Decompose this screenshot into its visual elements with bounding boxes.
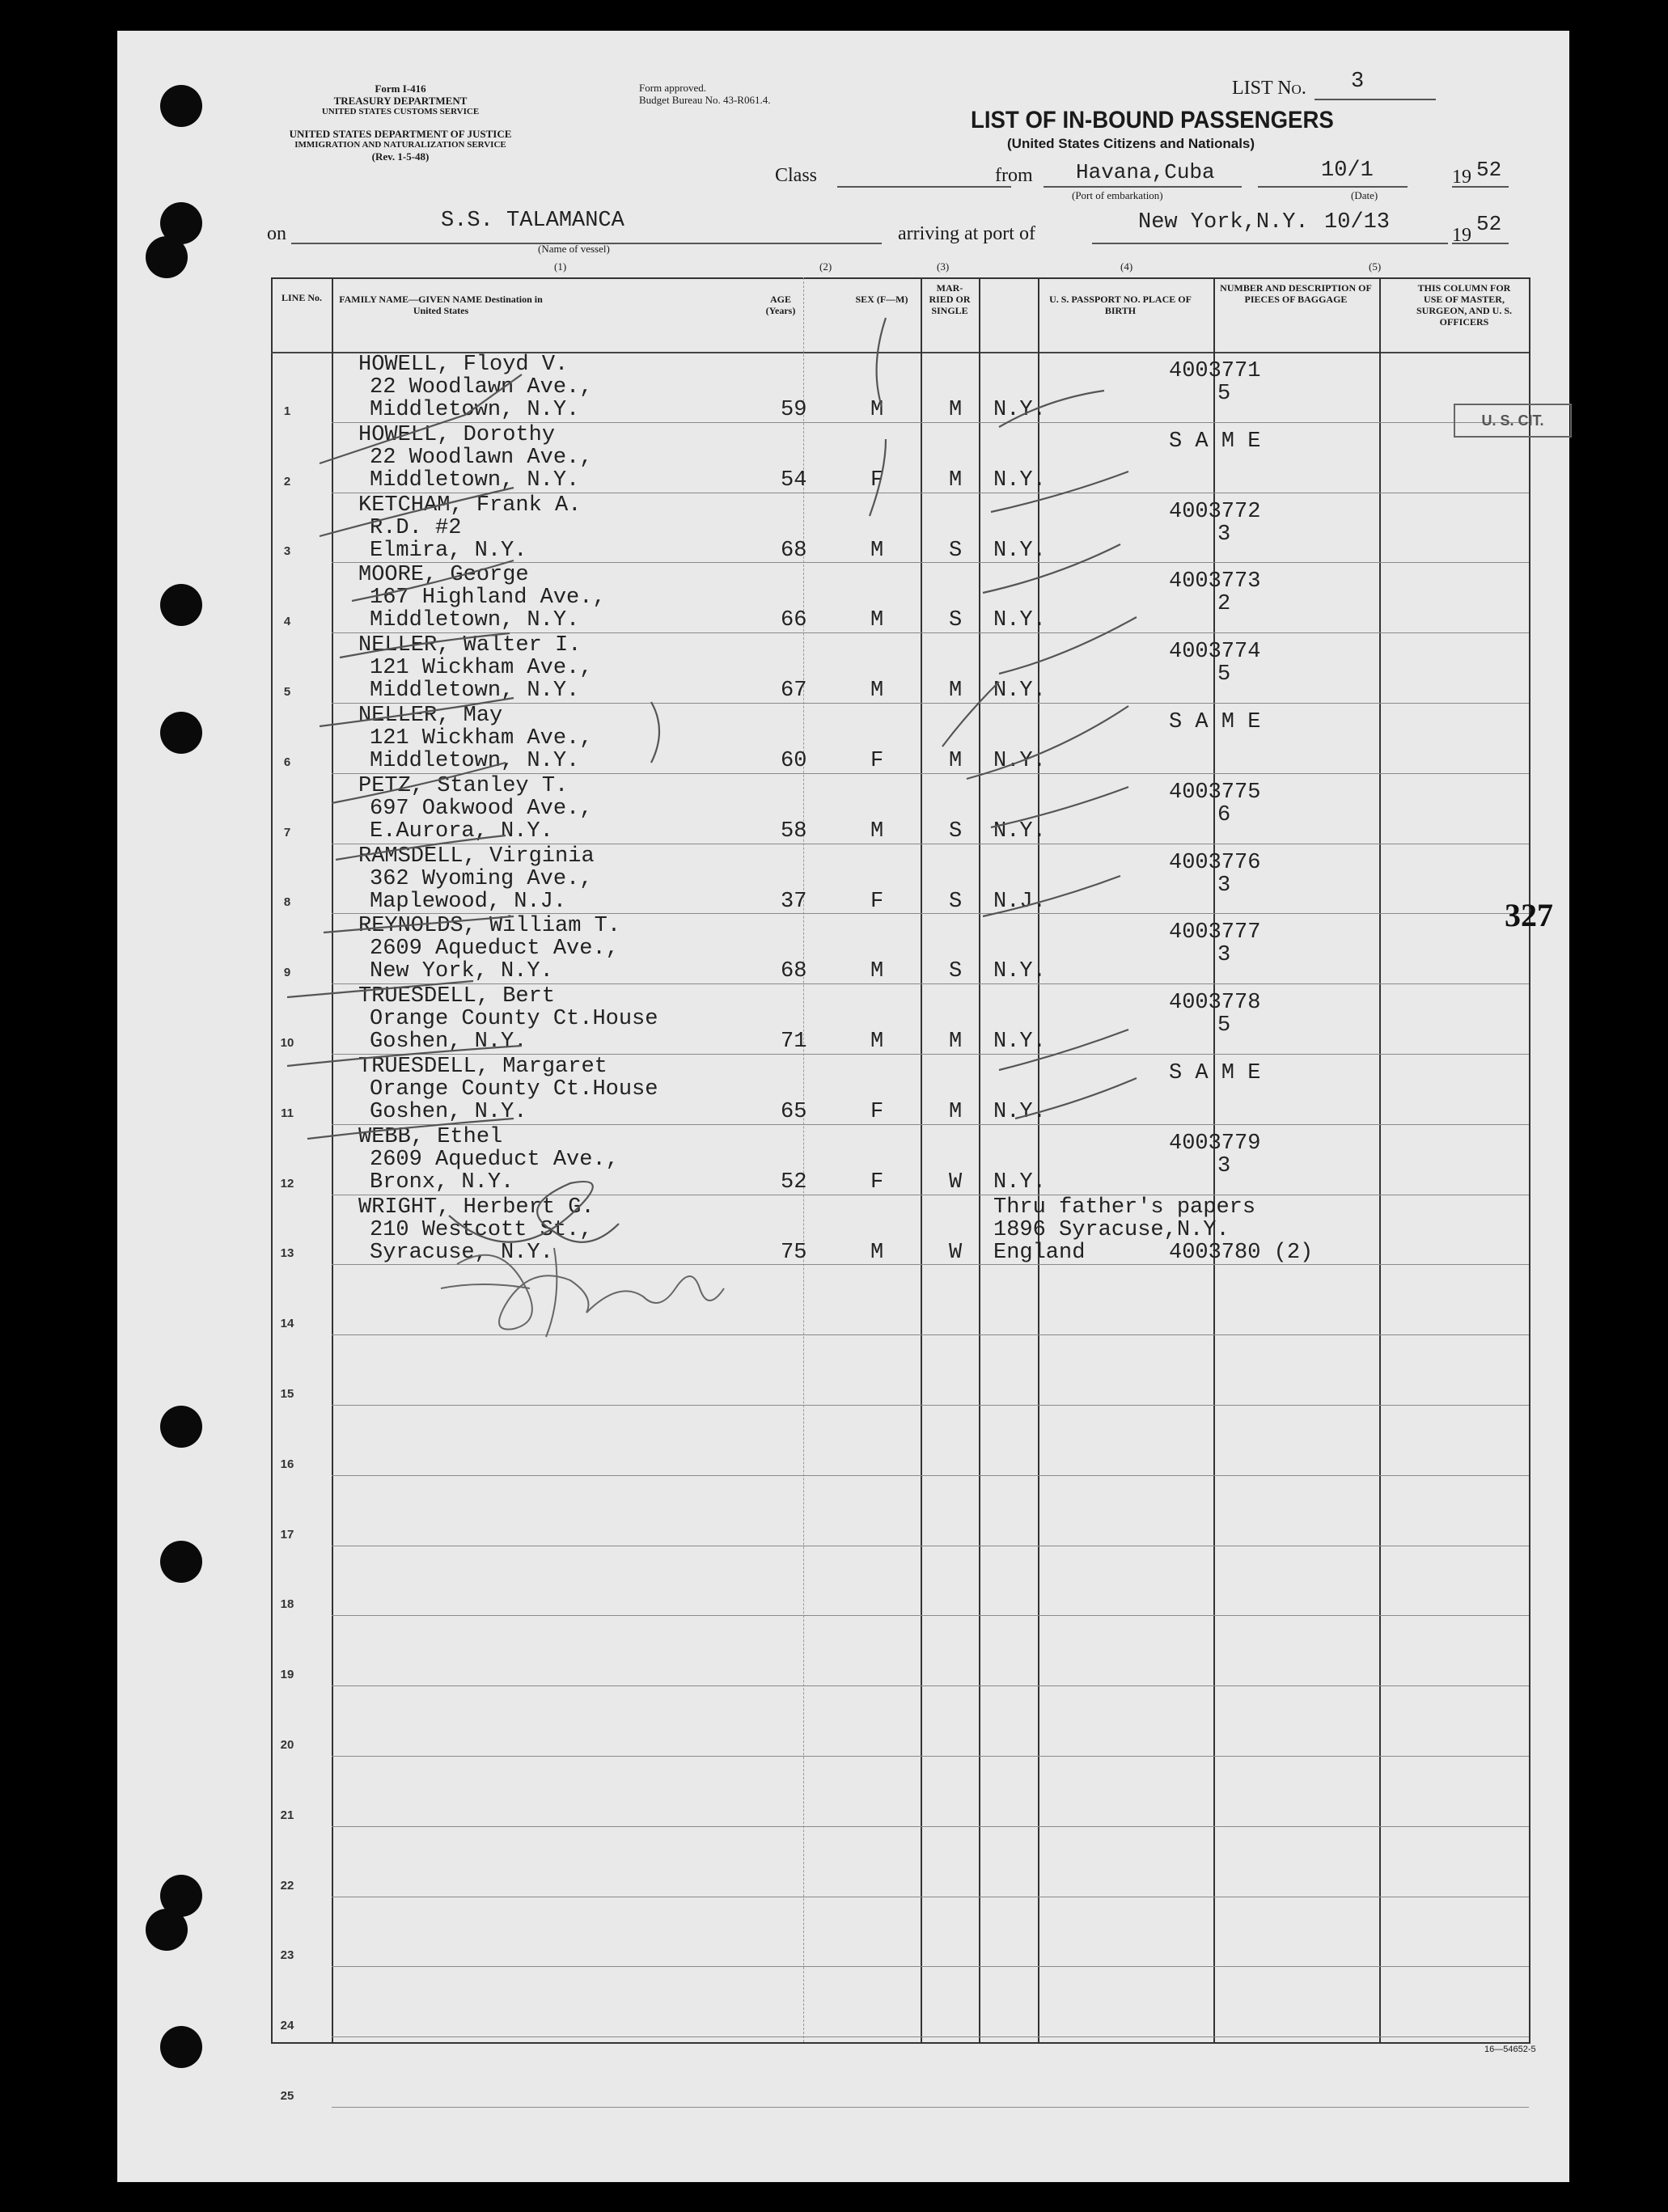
embark-port-caption: (Port of embarkation) — [1072, 189, 1163, 201]
passenger-age: 75 — [781, 1240, 807, 1265]
passenger-marital: S — [949, 608, 963, 633]
passenger-baggage: 4003773 — [1169, 569, 1261, 594]
passenger-sex: F — [870, 1100, 884, 1124]
line-number: 19 — [280, 1668, 294, 1682]
class-label: Class — [775, 165, 818, 186]
handwritten-marks — [271, 277, 1529, 1248]
passenger-name: REYNOLDS, William T. — [358, 914, 621, 939]
passenger-birthplace: England — [993, 1240, 1086, 1265]
arrival-date: 10/13 — [1324, 210, 1391, 235]
passenger-baggage-count: 5 — [1217, 1013, 1231, 1038]
line-number: 11 — [281, 1106, 294, 1120]
passenger-address: 22 Woodlawn Ave., — [370, 375, 593, 400]
passenger-sex: F — [870, 1169, 884, 1195]
ins-label: IMMIGRATION AND NATURALIZATION SERVICE — [294, 140, 506, 150]
passenger-address: R.D. #2 — [370, 515, 462, 540]
line-number: 4 — [283, 615, 291, 629]
passenger-age: 58 — [781, 818, 807, 844]
passenger-baggage: S A M E — [1169, 710, 1261, 734]
passenger-baggage: 4003779 — [1169, 1131, 1261, 1156]
passenger-address: 121 Wickham Ave., — [370, 726, 593, 751]
passenger-address: 210 Westcott St., — [370, 1217, 593, 1242]
line-number: 14 — [280, 1317, 294, 1331]
arrival-year-prefix: 19 — [1452, 225, 1471, 246]
passenger-sex: M — [870, 959, 884, 984]
col-num-1: (1) — [554, 260, 567, 273]
header-officers: THIS COLUMN FOR USE OF MASTER, SURGEON, AND U. S. OFFICERS — [1416, 282, 1513, 328]
line-number: 6 — [283, 755, 291, 769]
passenger-address: 362 Wyoming Ave., — [370, 866, 593, 891]
page-title: LIST OF IN-BOUND PASSENGERS — [971, 107, 1334, 133]
passenger-address: Orange County Ct.House — [370, 1007, 658, 1032]
passenger-baggage: 4003772 — [1169, 499, 1261, 524]
passenger-age: 68 — [781, 538, 807, 563]
passenger-marital: M — [949, 749, 963, 773]
rev-label: (Rev. 1-5-48) — [371, 150, 430, 163]
passenger-marital: S — [949, 959, 963, 984]
passenger-address: Orange County Ct.House — [370, 1077, 658, 1102]
passenger-age: 37 — [781, 889, 807, 914]
line-number: 12 — [280, 1176, 294, 1191]
passenger-marital: S — [949, 889, 963, 914]
passenger-name: HOWELL, Dorothy — [358, 422, 556, 447]
line-number: 13 — [280, 1246, 294, 1261]
passenger-birthplace: N.Y. — [993, 1100, 1046, 1124]
passenger-birthplace: N.Y. — [993, 1169, 1046, 1195]
passenger-city: Middletown, N.Y. — [370, 679, 580, 704]
passenger-birthplace: N.Y. — [993, 818, 1046, 844]
embark-port-value: Havana,Cuba — [1076, 160, 1215, 184]
row-rule — [332, 1685, 1529, 1686]
passenger-sex: M — [870, 679, 884, 704]
line-number: 23 — [280, 1948, 294, 1963]
passenger-baggage: S A M E — [1169, 429, 1261, 454]
passenger-age: 54 — [781, 467, 807, 493]
header-line: LINE No. — [281, 292, 322, 303]
passenger-name: NELLER, May — [358, 704, 503, 728]
passenger-city: New York, N.Y. — [370, 959, 553, 984]
passenger-marital: S — [949, 818, 963, 844]
list-no-value: 3 — [1351, 70, 1365, 94]
passenger-city: Syracuse, N.Y. — [370, 1240, 553, 1265]
vessel-caption: (Name of vessel) — [538, 243, 610, 255]
passenger-city: Bronx, N.Y. — [370, 1169, 514, 1195]
signature-scrawl — [433, 1232, 773, 1345]
line-number: 16 — [280, 1457, 294, 1471]
passenger-city: Elmira, N.Y. — [370, 538, 527, 563]
binder-hole — [160, 2026, 202, 2068]
line-number: 8 — [283, 895, 291, 910]
passenger-name: KETCHAM, Frank A. — [358, 493, 582, 518]
row-rule — [332, 1756, 1529, 1757]
binder-hole — [146, 236, 188, 278]
passenger-sex: M — [870, 608, 884, 633]
passenger-marital: W — [949, 1169, 963, 1195]
manifest-page — [117, 31, 1569, 2182]
passenger-birthplace: N.Y. — [993, 679, 1046, 704]
customs-label: UNITED STATES CUSTOMS SERVICE — [321, 107, 480, 116]
passenger-age: 65 — [781, 1100, 807, 1124]
on-label: on — [267, 223, 286, 244]
passenger-marital: M — [949, 1030, 963, 1055]
passenger-marital: M — [949, 1100, 963, 1124]
stamp-number: 327 — [1505, 897, 1553, 933]
passenger-birthplace: N.Y. — [993, 959, 1046, 984]
passenger-marital: S — [949, 538, 963, 563]
passenger-city: Middletown, N.Y. — [370, 467, 580, 493]
line-number: 5 — [283, 685, 291, 699]
binder-hole — [160, 1541, 202, 1583]
passenger-birthplace: N.J. — [993, 889, 1046, 914]
header-baggage: NUMBER AND DESCRIPTION OF PIECES OF BAGGAGE — [1220, 282, 1372, 305]
binder-hole — [160, 85, 202, 127]
header-passport: U. S. PASSPORT NO. PLACE OF BIRTH — [1049, 294, 1192, 316]
passenger-name: WRIGHT, Herbert G. — [358, 1195, 595, 1220]
passenger-birthplace: N.Y. — [993, 398, 1046, 422]
line-number: 2 — [283, 474, 291, 489]
row-rule — [332, 1966, 1529, 1967]
passenger-name: TRUESDELL, Bert — [358, 984, 556, 1009]
passenger-city: Middletown, N.Y. — [370, 749, 580, 773]
line-number: 7 — [283, 825, 291, 840]
us-citizen-stamp: U. S. CIT. — [1454, 404, 1572, 438]
treasury-label: TREASURY DEPARTMENT — [333, 95, 468, 107]
passenger-sex: M — [870, 538, 884, 563]
passenger-sex: F — [870, 749, 884, 773]
header-name: FAMILY NAME—GIVEN NAME Destination in United States — [339, 294, 543, 316]
arrival-port: New York,N.Y. — [1138, 210, 1309, 235]
passenger-birthplace: N.Y. — [993, 467, 1046, 493]
passenger-city: Middletown, N.Y. — [370, 398, 580, 422]
passenger-baggage: 4003780 (2) — [1169, 1240, 1314, 1265]
footer-code: 16—54652-5 — [1484, 2045, 1536, 2054]
binder-hole — [146, 1909, 188, 1951]
passenger-name: RAMSDELL, Virginia — [358, 844, 595, 869]
row-rule — [332, 2107, 1529, 2108]
passenger-sex: M — [870, 398, 884, 422]
passenger-passport-note: 1896 Syracuse,N.Y. — [993, 1217, 1230, 1242]
passenger-age: 71 — [781, 1030, 807, 1055]
arriving-label: arriving at port of — [898, 223, 1035, 244]
line-number: 22 — [280, 1878, 294, 1893]
passenger-address: 22 Woodlawn Ave., — [370, 445, 593, 470]
justice-label: UNITED STATES DEPARTMENT OF JUSTICE — [289, 128, 512, 140]
passenger-name: NELLER, Walter I. — [358, 633, 582, 658]
passenger-name: PETZ, Stanley T. — [358, 773, 569, 798]
passenger-city: E.Aurora, N.Y. — [370, 818, 553, 844]
embark-year-prefix: 19 — [1452, 167, 1471, 188]
passenger-address: 167 Highland Ave., — [370, 586, 606, 611]
embark-year: 52 — [1476, 158, 1502, 182]
passenger-city: Middletown, N.Y. — [370, 608, 580, 633]
passenger-address: 2609 Aqueduct Ave., — [370, 937, 619, 962]
header-age: AGE (Years) — [765, 294, 796, 316]
line-number: 10 — [280, 1036, 294, 1050]
col-num-3: (3) — [937, 260, 950, 273]
passenger-baggage-count: 3 — [1217, 943, 1231, 968]
passenger-baggage: 4003778 — [1169, 991, 1261, 1016]
passenger-marital: M — [949, 467, 963, 493]
passenger-marital: M — [949, 398, 963, 422]
line-number: 20 — [280, 1738, 294, 1752]
passenger-marital: W — [949, 1240, 963, 1265]
row-rule — [332, 1826, 1529, 1827]
passenger-name: WEBB, Ethel — [358, 1124, 503, 1149]
from-label: from — [995, 165, 1033, 186]
passenger-baggage: 4003777 — [1169, 920, 1261, 945]
row-rule — [332, 2036, 1529, 2037]
passenger-sex: M — [870, 1030, 884, 1055]
passenger-age: 52 — [781, 1169, 807, 1195]
arrival-year: 52 — [1476, 212, 1502, 236]
binder-hole — [160, 1406, 202, 1448]
passenger-sex: M — [870, 818, 884, 844]
passenger-birthplace: N.Y. — [993, 538, 1046, 563]
passenger-baggage-count: 5 — [1217, 662, 1231, 687]
passenger-city: Goshen, N.Y. — [370, 1030, 527, 1055]
row-rule — [332, 1615, 1529, 1616]
passenger-sex: F — [870, 889, 884, 914]
passenger-age: 60 — [781, 749, 807, 773]
col-num-2: (2) — [819, 260, 832, 273]
passenger-address: 121 Wickham Ave., — [370, 656, 593, 681]
binder-hole — [160, 712, 202, 754]
line-number: 3 — [283, 544, 291, 559]
header-married: MAR- RIED OR SINGLE — [929, 282, 971, 316]
embark-date-caption: (Date) — [1351, 189, 1378, 201]
line-number: 18 — [280, 1597, 294, 1612]
passenger-baggage: 4003775 — [1169, 780, 1261, 805]
passenger-baggage-count: 3 — [1217, 522, 1231, 547]
row-rule — [332, 1475, 1529, 1476]
header-sex: SEX (F—M) — [855, 294, 908, 305]
passenger-birthplace: N.Y. — [993, 1030, 1046, 1055]
vessel-name: S.S. TALAMANCA — [441, 209, 624, 233]
col-num-4: (4) — [1120, 260, 1133, 273]
passenger-sex: F — [870, 467, 884, 493]
page-subtitle: (United States Citizens and Nationals) — [1007, 136, 1255, 151]
line-number: 15 — [280, 1387, 294, 1401]
list-no-label: LIST No. — [1232, 78, 1306, 99]
passenger-baggage: 4003774 — [1169, 640, 1261, 665]
passenger-address: 697 Oakwood Ave., — [370, 796, 593, 821]
form-number: Form I-416 — [375, 82, 426, 95]
row-rule — [332, 1405, 1529, 1406]
form-approved: Form approved. — [639, 82, 707, 94]
passenger-baggage-count: 3 — [1217, 1153, 1231, 1178]
passenger-name: MOORE, George — [358, 563, 529, 588]
passenger-city: Maplewood, N.J. — [370, 889, 567, 914]
passenger-baggage-count: 6 — [1217, 802, 1231, 827]
passenger-birthplace: N.Y. — [993, 608, 1046, 633]
line-number: 24 — [280, 2019, 294, 2033]
passenger-city: Goshen, N.Y. — [370, 1100, 527, 1124]
line-number: 1 — [283, 404, 291, 418]
budget-bureau: Budget Bureau No. 43-R061.4. — [639, 94, 771, 106]
passenger-passport-note: Thru father's papers — [993, 1195, 1256, 1220]
line-number: 9 — [283, 966, 291, 980]
passenger-age: 66 — [781, 608, 807, 633]
embark-date-value: 10/1 — [1321, 159, 1374, 183]
passenger-baggage-count: 2 — [1217, 592, 1231, 617]
passenger-baggage-count: 5 — [1217, 382, 1231, 406]
passenger-address: 2609 Aqueduct Ave., — [370, 1147, 619, 1172]
passenger-sex: M — [870, 1240, 884, 1265]
binder-hole — [160, 584, 202, 626]
passenger-name: HOWELL, Floyd V. — [358, 353, 569, 377]
col-num-5: (5) — [1369, 260, 1382, 273]
line-number: 17 — [280, 1527, 294, 1542]
passenger-name: TRUESDELL, Margaret — [358, 1055, 608, 1079]
passenger-baggage-count: 3 — [1217, 873, 1231, 898]
passenger-age: 67 — [781, 679, 807, 704]
passenger-age: 59 — [781, 398, 807, 422]
passenger-marital: M — [949, 679, 963, 704]
passenger-baggage: 4003771 — [1169, 359, 1261, 383]
passenger-age: 68 — [781, 959, 807, 984]
passenger-baggage: 4003776 — [1169, 850, 1261, 875]
passenger-baggage: S A M E — [1169, 1061, 1261, 1085]
passenger-birthplace: N.Y. — [993, 749, 1046, 773]
line-number: 25 — [280, 2089, 294, 2103]
line-number: 21 — [280, 1808, 294, 1822]
